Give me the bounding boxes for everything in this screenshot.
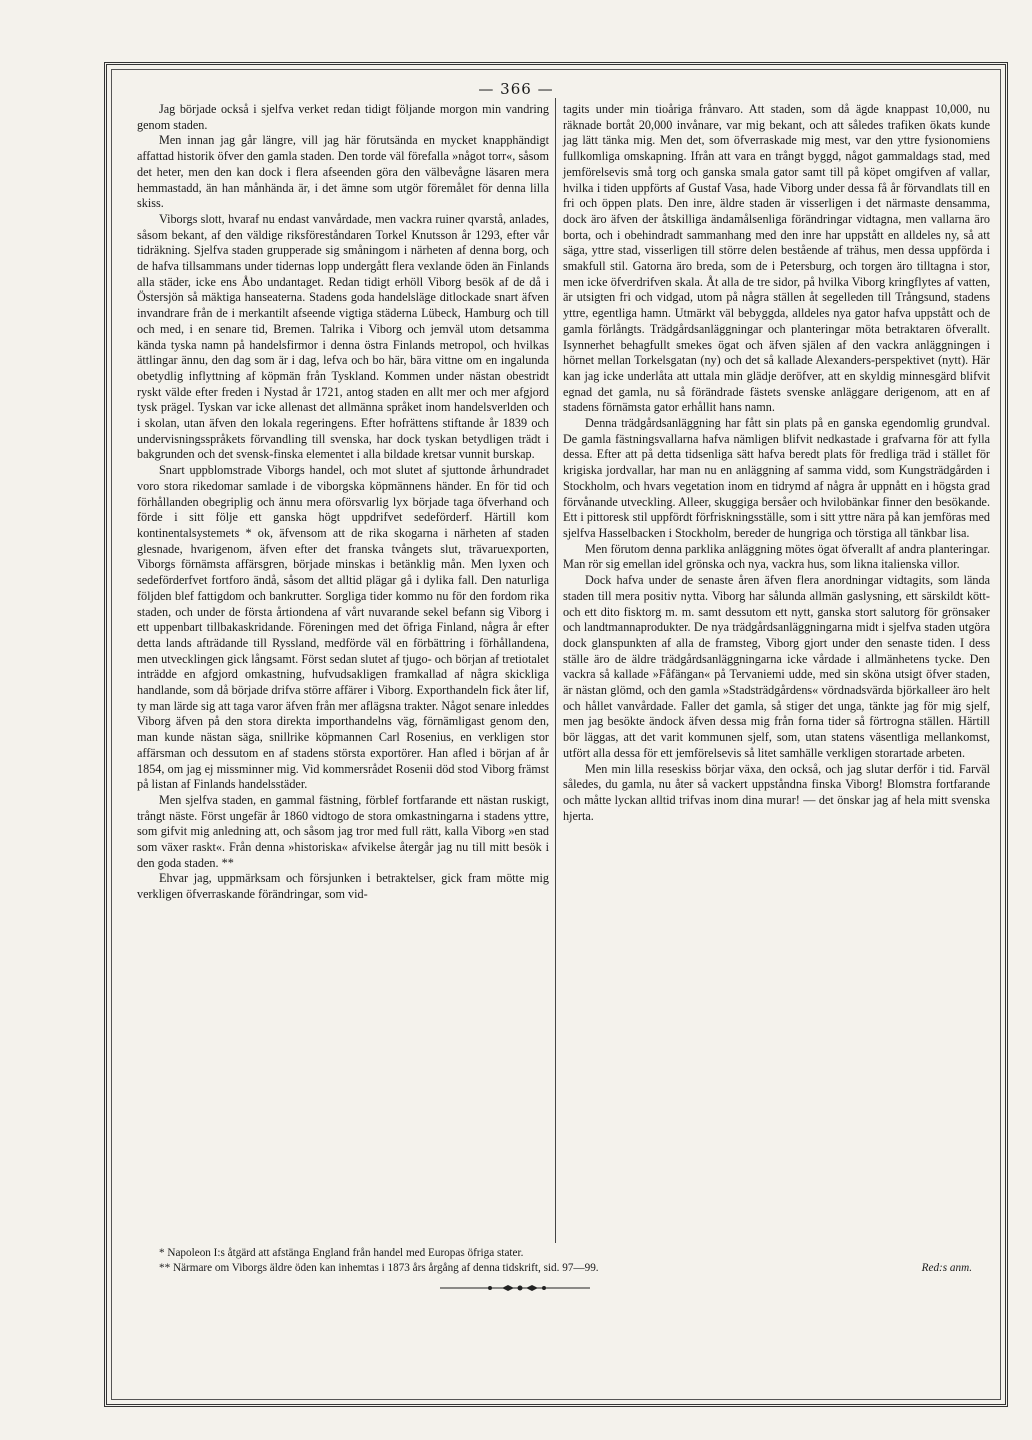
right-column (563, 102, 990, 824)
ornamental-rule-icon (440, 1283, 590, 1293)
footnote-text: ** Närmare om Viborgs äldre öden kan inhemtas i 1873 års årgång af denna tidskrift, sid. 97—99. (159, 1261, 599, 1274)
paragraph: Men min lilla reseskiss börjar växa, den också, och jag slutar derför i tid. Farväl således, du gamla, nu åter så vackert uppståndna finska Viborg! Blomstra fortfarande och måtte lyckan alltid trifvas inom dina murar! — det önskar jag af hela mitt svenska hjerta. (563, 761, 990, 823)
footnote (137, 1261, 990, 1276)
editor-note: Red:s anm. (921, 1261, 972, 1274)
paragraph: Men sjelfva staden, en gammal fästning, förblef fortfarande ett nästan ruskigt, trångt näste. Först ungefär år 1860 vidtogo de stora omkastningarna i stadens yttre, som gifvit mig anledning att, och såsom jag tror med full rätt, kalla Viborg »en stad som växer raskt«. Från denna »historiska« afvikelse återgår jag nu till mitt besök i den goda staden. ** (137, 792, 549, 870)
paragraph: Men förutom denna parklika anläggning mötes ögat öfverallt af andra planteringar. Man rör sig emellan idel grönska och nya, vackra hus, som likna italienska villor. (563, 541, 990, 572)
paragraph: Ehvar jag, uppmärksam och försjunken i betraktelser, gick fram mötte mig verkligen öfverraskande förändringar, som vid- (137, 871, 549, 902)
footnote: * Napoleon I:s åtgärd att afstänga England från handel med Europas öfriga stater. (159, 1247, 524, 1259)
paragraph: Denna trädgårdsanläggning har fått sin plats på en ganska egendomlig grundval. De gamla fästningsvallarna hafva nämligen blifvit nedkastade i grafvarna för att fylla dessa. Efter att på detta tidsenliga sätt hafva beredt plats för fredliga träd i stället för krigiska jordvallar, har man nu en anläggning af samma vidd, som Kungsträdgården i Stockholm, och hvars vegetation inom en tidrymd af några år uppnått en i högsta grad förvånande utveckling. Alleer, skuggiga bersåer och hvilobänkar finner den besökande. Ett i pittoresk stil uppfördt förfriskningsställe, som i sitt yttre nära på kan jemföras med sjelfva Hasselbacken i Stockholm, bereder de hungriga och törstiga all tänkbar lisa. (563, 416, 990, 540)
paragraph: Dock hafva under de senaste åren äfven flera anordningar vidtagits, som lända staden till mera positiv nytta. Viborg har sålunda allmän gaslysning, ett särskildt kött- och ett dito fisktorg m. m. samt dessutom ett nytt, ganska stort salutorg för grönsaker och landtmannaprodukter. De nya trädgårdsanläggningarna midt i sjelfva staden utgöra dock glanspunkten af alla de framsteg, Viborg gjort under den senaste tiden. I dess ställe äro de äldre trädgårdsanläggningarna icke vårdade i allmänhetens tycke. Den vackra så kallade »Fåfängan« på Tervaniemi udde, med sin sköna utsigt öfver staden, är nästan glömd, och den gamla »Stadsträdgårdens« vördnadsvärda björkalleer äro helt och hållet vanvårdade. Faller det gamla, så stiger det unga, tänkte jag för mig sjelf, men jag besökte ändock äfven dessa mig från forna tider så förtrogna ställen. Härtill bör läggas, att det varit kommunen sjelf, som, utan statens väsentliga mellankomst, utfört alla dessa för ett jemförelsevis så litet samhälle verkligen storartade arbeten. (563, 573, 990, 760)
paragraph: Men innan jag går längre, vill jag här förutsända en mycket knapphändigt affattad historik öfver den gamla staden. Den torde väl förefalla »något torr«, såsom det heter, men den kan dock i flera afseenden göra den välbevågne läsaren mera hemmastadd, än han månhända är, i det ämne som utgör föremålet för denna lilla skiss. (137, 133, 549, 211)
page-number: — 366 — (478, 80, 554, 98)
paragraph: tagits under min tioåriga frånvaro. Att staden, som då ägde knappast 10,000, nu räknade bortåt 20,000 invånare, var mig bekant, och att således trafiken ökats kunde jag lätt tänka mig. Men det, som öfverraskade mig mest, var den yttre fysionomiens fullkomliga omskapning. Ifrån att vara en trångt byggd, något gammaldags stad, med jemförelsevis små torg och ganska smala gator samt till på köpet omgifven af vallar, hvilka i tiden uppförts af Gustaf Vasa, hade Viborg under dessa få år förvandlats till en fri och öppen plats. Den inre, äldre staden är visserligen i det närmaste densamma, dock äro äfven der åtskilliga ändamålsenliga förändringar vidtagna, men vallarna äro borta, och i obehindradt sammanhang med den inre har uppstått en alldeles ny, så att säga, yttre stad, visserligen till större delen bestående af trähus, men dessa uppförda i smakfull stil. Gatorna äro breda, som de i Petersburg, och torgen äro tilltagna i stor, men icke öfverdrifven skala. Åt alla de tre sidor, på hvilka Viborg kringflytes af vatten, är utsigten fri och vidgad, utom på några ställen åt segelleden till Trångsund, stadens yttre, egentliga hamn. Utmärkt väl bebyggda, alldeles nya gator hafva uppstått och de gamla förlångts. Trädgårdsanläggningar och planteringar möta betraktaren öfverallt. Isynnerhet behagfullt smekes ögat och äfven själen af den vackra anläggningen i hörnet mellan Torkelsgatan (ny) och det så kallade Alexanders-perspektivet (nytt). Här kan jag icke underlåta att uttala min glädje deröfver, att en skyldig minnesgärd blifvit egnad det gamla, nu så förändrade fästets svenske anläggare derigenom, att en af stadens förnämsta gator erhållit hans namn. (563, 102, 990, 415)
paragraph: Viborgs slott, hvaraf nu endast vanvårdade, men vackra ruiner qvarstå, anlades, såsom bekant, af den väldige riksföreståndaren Torkel Knutsson år 1293, efter vår tidräkning. Sjelfva staden grupperade sig småningom i närheten af denna borg, och de hafva tillsammans under tidernas lopp undergått flera vexlande öden än Finlands alla städer, icke ens Åbo undantaget. Redan tidigt erhöll Viborg besök af de då i Östersjön så mäktiga hanseaterna. Stadens goda handelsläge ditlockade snart äfven invandrare från de i merkantilt afseende vigtiga städerna Lübeck, Hamburg och till och med, i en senare tid, Bremen. Talrika i Viborg och jemväl utom detsamma kända tyska namn på handelsfirmor i denna östra Finlands metropol, och hvilkas ättlingar ännu, den dag som är i dag, lefva och bo här, bära vittne om en ingalunda obetydlig inflyttning af köpmän från Tyskland. Kommen under nästan obestridt ryskt välde efter freden i Nystad år 1721, antog staden en allt mer och mer afgjord tysk prägel. Tyskan var icke allenast det allmänna språket inom handelsverlden och i skolan, utan äfven den lokala regeringens. Efter hofrättens stiftande år 1839 och undervisningsspråkets förvandling till svenska, har dock tyskan betydligen trädt i bakgrunden och det svensk-finska elementet i alla bildade kretsar vunnit burskap. (137, 211, 549, 462)
left-column (137, 102, 549, 903)
footnotes (137, 1246, 990, 1275)
paragraph: Jag började också i sjelfva verket redan tidigt följande morgon min vandring genom staden. (137, 102, 549, 132)
column-divider (555, 98, 556, 1243)
paragraph: Snart uppblomstrade Viborgs handel, och mot slutet af sjuttonde århundradet voro stora rikedomar samlade i de viborgska köpmännens händer. En för tid och förhållanden obegriplig och ännu mera oförsvarlig lyx började taga öfverhand och förde i sitt följe ett ganska högt uppdrifvet sedeförderf. Härtill kom kontinentalsystemets * ok, äfvensom att de rika skogarna i närheten af staden glesnade, hvarigenom, äfven efter det franska tvångets slut, trävaruexporten, Viborgs förnämsta affärsgren, började minskas i betänklig mån. Men lyxen och sedeförderfvet fortforo ändå, såsom det alltid plägar gå i dylika fall. Den naturliga följden blef fattigdom och bankrutter. Sorgliga tider kommo nu för den fordom rika staden, och under de första årtiondena af vårt nuvarande sekel befann sig Viborg i ett uppenbart tillbakaskridande. Föreningen med det öfriga Finland, några år efter detta lands afträdande till Ryssland, medförde väl en förbättring i förhållandena, men utvecklingen gick långsamt. Först sedan slutet af tjugo- och början af tretiotalet inträdde en afgjord omkastning, hufvudsakligen framkallad af några skickliga handlande, som då började drifva större affärer i Viborg. Exporthandeln fick åter lif, ty man lärde sig att taga varor äfven från mer aflägsna trakter. Något senare inleddes Viborg äfven på den stora direkta importhandelns väg, förnämligast genom den, man kunde nästan säga, snillrike köpmannen Carl Rosenius, en verkligen stor affärsman och dessutom en af stadens största exportörer. Han afled i början af år 1854, om jag ej missminner mig. Vid kommersrådet Rosenii död stod Viborg främst på listan af Finlands handelsstäder. (137, 463, 549, 792)
